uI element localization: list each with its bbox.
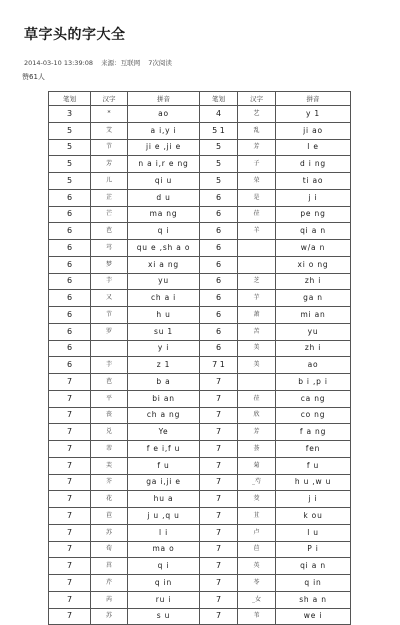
cell-strokes: 7 (49, 390, 91, 407)
cell-pinyin: su 1 (128, 323, 200, 340)
cell-strokes: 7 (49, 541, 91, 558)
cell-pinyin-2: zh i (276, 340, 351, 357)
cell-strokes: 6 (49, 357, 91, 374)
cell-strokes-2: 6 (200, 206, 238, 223)
cell-pinyin: bi an (128, 390, 200, 407)
cell-pinyin: d u (128, 189, 200, 206)
cell-strokes: 7 (49, 374, 91, 391)
cell-pinyin: yu (128, 273, 200, 290)
cell-pinyin: ji e ,ji e (128, 139, 200, 156)
cell-pinyin-2: pe ng (276, 206, 351, 223)
cell-strokes-2: 6 (200, 340, 238, 357)
cell-strokes: 6 (49, 323, 91, 340)
table-row (49, 608, 351, 625)
cell-strokes: 5 (49, 156, 91, 173)
cell-pinyin: ga i,ji e (128, 474, 200, 491)
cell-character: * (91, 106, 128, 123)
cell-strokes: 7 (49, 474, 91, 491)
cell-strokes: 7 (49, 558, 91, 575)
cell-character: 平 (91, 390, 128, 407)
table-row (49, 407, 351, 424)
table-body (49, 106, 351, 625)
header-pinyin-2: 拼音 (276, 92, 351, 106)
cell-character: 芥 (91, 474, 128, 491)
cell-strokes-2: 7 (200, 457, 238, 474)
publish-date: 2014-03-10 13:39:08 (24, 59, 94, 67)
cell-pinyin: ch a i (128, 290, 200, 307)
cell-pinyin: q i (128, 223, 200, 240)
cell-character: 梦 (91, 256, 128, 273)
table-row (49, 575, 351, 592)
cell-pinyin-2: ca ng (276, 390, 351, 407)
cell-pinyin-2: b i ,p i (276, 374, 351, 391)
cell-strokes-2: 7 (200, 424, 238, 441)
cell-character-2: 荣 (238, 173, 276, 190)
cell-pinyin-2: q in (276, 575, 351, 592)
cell-character-2: 苴 (238, 508, 276, 525)
cell-strokes: 7 (49, 424, 91, 441)
table-row (49, 106, 351, 123)
cell-pinyin-2: f u (276, 457, 351, 474)
table-row (49, 139, 351, 156)
table-row (49, 474, 351, 491)
cell-character: 苏 (91, 608, 128, 625)
cell-strokes-2: 6 (200, 307, 238, 324)
table-row (49, 508, 351, 525)
cell-strokes: 6 (49, 307, 91, 324)
cell-strokes-2: 7 1 (200, 357, 238, 374)
cell-character-2: 苦 (238, 323, 276, 340)
table-row (49, 491, 351, 508)
cell-character: 芹 (91, 575, 128, 592)
cell-character-2: 苓 (238, 575, 276, 592)
cell-strokes-2: 7 (200, 541, 238, 558)
cell-pinyin: z 1 (128, 357, 200, 374)
cell-character: 罗 (91, 323, 128, 340)
cell-pinyin-2: ga n (276, 290, 351, 307)
table-header-row (49, 92, 351, 106)
cell-character: 丧 (91, 407, 128, 424)
cell-strokes: 6 (49, 189, 91, 206)
cell-character-2: 芝 (238, 273, 276, 290)
cell-character: 芭 (91, 223, 128, 240)
table-row (49, 240, 351, 257)
cell-strokes-2: 7 (200, 575, 238, 592)
cell-pinyin-2: f a ng (276, 424, 351, 441)
cell-character-2: 艺 (238, 106, 276, 123)
cell-character: 又 (91, 290, 128, 307)
cell-character: 苣 (91, 508, 128, 525)
cell-character: 苏 (91, 524, 128, 541)
cell-pinyin: q in (128, 575, 200, 592)
character-table (48, 91, 351, 625)
cell-character-2: 苇 (238, 608, 276, 625)
cell-strokes: 7 (49, 524, 91, 541)
cell-character-2: 莅 (238, 206, 276, 223)
cell-pinyin-2: xi o ng (276, 256, 351, 273)
cell-strokes-2: 6 (200, 189, 238, 206)
table-row (49, 323, 351, 340)
cell-character: 莒 (91, 558, 128, 575)
cell-pinyin-2: yu (276, 323, 351, 340)
table-row (49, 541, 351, 558)
header-strokes-2: 笔划 (200, 92, 238, 106)
cell-strokes: 5 (49, 122, 91, 139)
cell-strokes-2: 5 (200, 173, 238, 190)
reader-count: 赞61人 (22, 73, 45, 81)
cell-character-2: 美 (238, 340, 276, 357)
cell-pinyin-2: w/a n (276, 240, 351, 257)
cell-pinyin-2: ji ao (276, 122, 351, 139)
cell-character-2: _芍 (238, 474, 276, 491)
cell-character-2: 芋 (238, 290, 276, 307)
cell-strokes: 6 (49, 290, 91, 307)
table-row (49, 524, 351, 541)
cell-strokes: 5 (49, 139, 91, 156)
cell-pinyin: ao (128, 106, 200, 123)
cell-pinyin-2: j i (276, 491, 351, 508)
cell-strokes-2: 5 1 (200, 122, 238, 139)
table-row (49, 156, 351, 173)
cell-strokes: 7 (49, 491, 91, 508)
cell-strokes: 5 (49, 173, 91, 190)
header-strokes: 笔划 (49, 92, 91, 106)
header-character-2: 汉字 (238, 92, 276, 106)
cell-strokes: 3 (49, 106, 91, 123)
table-row (49, 441, 351, 458)
cell-strokes: 6 (49, 223, 91, 240)
cell-character: 芒 (91, 206, 128, 223)
cell-strokes: 6 (49, 273, 91, 290)
cell-strokes: 7 (49, 508, 91, 525)
cell-pinyin-2: l e (276, 139, 351, 156)
cell-pinyin-2: j i (276, 189, 351, 206)
cell-pinyin-2: ti ao (276, 173, 351, 190)
article-meta (24, 58, 178, 67)
table-row (49, 307, 351, 324)
cell-character-2: 羊 (238, 223, 276, 240)
cell-pinyin-2: qi a n (276, 223, 351, 240)
cell-strokes-2: 6 (200, 273, 238, 290)
cell-pinyin: ch a ng (128, 407, 200, 424)
table-row (49, 591, 351, 608)
cell-pinyin-2: y 1 (276, 106, 351, 123)
cell-strokes-2: 7 (200, 558, 238, 575)
cell-character-2: 菊 (238, 457, 276, 474)
cell-pinyin: ma o (128, 541, 200, 558)
cell-character: 芋 (91, 273, 128, 290)
cell-pinyin-2: co ng (276, 407, 351, 424)
cell-strokes-2: 7 (200, 441, 238, 458)
cell-character-2: 苣 (238, 541, 276, 558)
cell-character-2: 芳 (238, 139, 276, 156)
cell-strokes-2: 6 (200, 240, 238, 257)
cell-strokes-2: 7 (200, 407, 238, 424)
cell-strokes: 7 (49, 407, 91, 424)
cell-character: 花 (91, 491, 128, 508)
cell-pinyin: h u (128, 307, 200, 324)
cell-character-2: 莅 (238, 390, 276, 407)
cell-character-2: 美 (238, 357, 276, 374)
table-row (49, 390, 351, 407)
cell-strokes-2: 5 (200, 139, 238, 156)
cell-pinyin-2: qi a n (276, 558, 351, 575)
table-row (49, 223, 351, 240)
cell-pinyin: y i (128, 340, 200, 357)
cell-character-2: 萧 (238, 307, 276, 324)
cell-character: 儿 (91, 173, 128, 190)
cell-strokes: 7 (49, 457, 91, 474)
cell-strokes-2: 7 (200, 524, 238, 541)
cell-strokes: 7 (49, 575, 91, 592)
cell-strokes-2: 7 (200, 491, 238, 508)
cell-strokes-2: 4 (200, 106, 238, 123)
cell-pinyin-2: h u ,w u (276, 474, 351, 491)
cell-character: 芮 (91, 591, 128, 608)
cell-strokes: 6 (49, 256, 91, 273)
cell-strokes-2: 6 (200, 256, 238, 273)
cell-character (91, 340, 128, 357)
cell-character-2: 茭 (238, 491, 276, 508)
cell-pinyin: q i (128, 558, 200, 575)
cell-character-2: 乱 (238, 122, 276, 139)
cell-pinyin-2: l u (276, 524, 351, 541)
cell-strokes: 7 (49, 608, 91, 625)
table-row (49, 424, 351, 441)
table-row (49, 340, 351, 357)
header-pinyin: 拼音 (128, 92, 200, 106)
cell-pinyin-2: sh a n (276, 591, 351, 608)
table-row (49, 256, 351, 273)
table-row (49, 558, 351, 575)
cell-pinyin-2: fen (276, 441, 351, 458)
cell-pinyin-2: zh i (276, 273, 351, 290)
cell-character-2 (238, 240, 276, 257)
cell-pinyin: xi a ng (128, 256, 200, 273)
cell-character-2 (238, 374, 276, 391)
page-title: 草字头的字大全 (24, 27, 126, 43)
cell-pinyin: n a i,r e ng (128, 156, 200, 173)
cell-pinyin: Ye (128, 424, 200, 441)
cell-pinyin: f u (128, 457, 200, 474)
cell-pinyin: a i,y i (128, 122, 200, 139)
cell-character-2: 荟 (238, 441, 276, 458)
cell-character: 芾 (91, 441, 128, 458)
table-row (49, 273, 351, 290)
cell-strokes: 7 (49, 441, 91, 458)
cell-pinyin-2: k ou (276, 508, 351, 525)
table-row (49, 122, 351, 139)
cell-character-2: 欣 (238, 407, 276, 424)
cell-pinyin: f e i,f u (128, 441, 200, 458)
cell-strokes-2: 7 (200, 508, 238, 525)
cell-pinyin-2: d i ng (276, 156, 351, 173)
cell-strokes-2: 6 (200, 323, 238, 340)
cell-strokes: 6 (49, 340, 91, 357)
article-source: 来源：互联网 (101, 59, 141, 67)
cell-strokes-2: 7 (200, 474, 238, 491)
cell-strokes-2: 7 (200, 608, 238, 625)
cell-character: 节 (91, 139, 128, 156)
cell-pinyin-2: we i (276, 608, 351, 625)
cell-pinyin: ma ng (128, 206, 200, 223)
table-row (49, 189, 351, 206)
table-row (49, 206, 351, 223)
cell-strokes-2: 7 (200, 390, 238, 407)
cell-character-2: 子 (238, 156, 276, 173)
view-count: 7次阅读 (148, 59, 172, 67)
cell-strokes: 6 (49, 240, 91, 257)
cell-strokes-2: 5 (200, 156, 238, 173)
cell-pinyin-2: P i (276, 541, 351, 558)
cell-character-2: 芳 (238, 424, 276, 441)
cell-strokes-2: 7 (200, 591, 238, 608)
table-row (49, 457, 351, 474)
cell-strokes-2: 6 (200, 223, 238, 240)
cell-pinyin: hu a (128, 491, 200, 508)
cell-character-2: 英 (238, 558, 276, 575)
cell-character: 芋 (91, 357, 128, 374)
cell-character: 荀 (91, 541, 128, 558)
cell-pinyin: l i (128, 524, 200, 541)
cell-pinyin: s u (128, 608, 200, 625)
cell-pinyin-2: mi an (276, 307, 351, 324)
cell-character: 芭 (91, 374, 128, 391)
table-row (49, 374, 351, 391)
cell-pinyin: ru i (128, 591, 200, 608)
cell-strokes: 7 (49, 591, 91, 608)
cell-character: 芳 (91, 156, 128, 173)
cell-strokes-2: 6 (200, 290, 238, 307)
cell-character: 艾 (91, 122, 128, 139)
table-row (49, 290, 351, 307)
cell-pinyin-2: ao (276, 357, 351, 374)
cell-character: 兑 (91, 424, 128, 441)
cell-character: 芎 (91, 240, 128, 257)
cell-pinyin: j u ,q u (128, 508, 200, 525)
cell-character-2: 卢 (238, 524, 276, 541)
cell-strokes-2: 7 (200, 374, 238, 391)
cell-character-2 (238, 256, 276, 273)
table-row (49, 173, 351, 190)
cell-pinyin: qi u (128, 173, 200, 190)
cell-character: 芙 (91, 457, 128, 474)
cell-pinyin: b a (128, 374, 200, 391)
cell-character: 芷 (91, 189, 128, 206)
cell-character-2: _女 (238, 591, 276, 608)
cell-pinyin: qu e ,sh a o (128, 240, 200, 257)
cell-character: 节 (91, 307, 128, 324)
cell-character-2: 是 (238, 189, 276, 206)
cell-strokes: 6 (49, 206, 91, 223)
header-character: 汉字 (91, 92, 128, 106)
table-row (49, 357, 351, 374)
